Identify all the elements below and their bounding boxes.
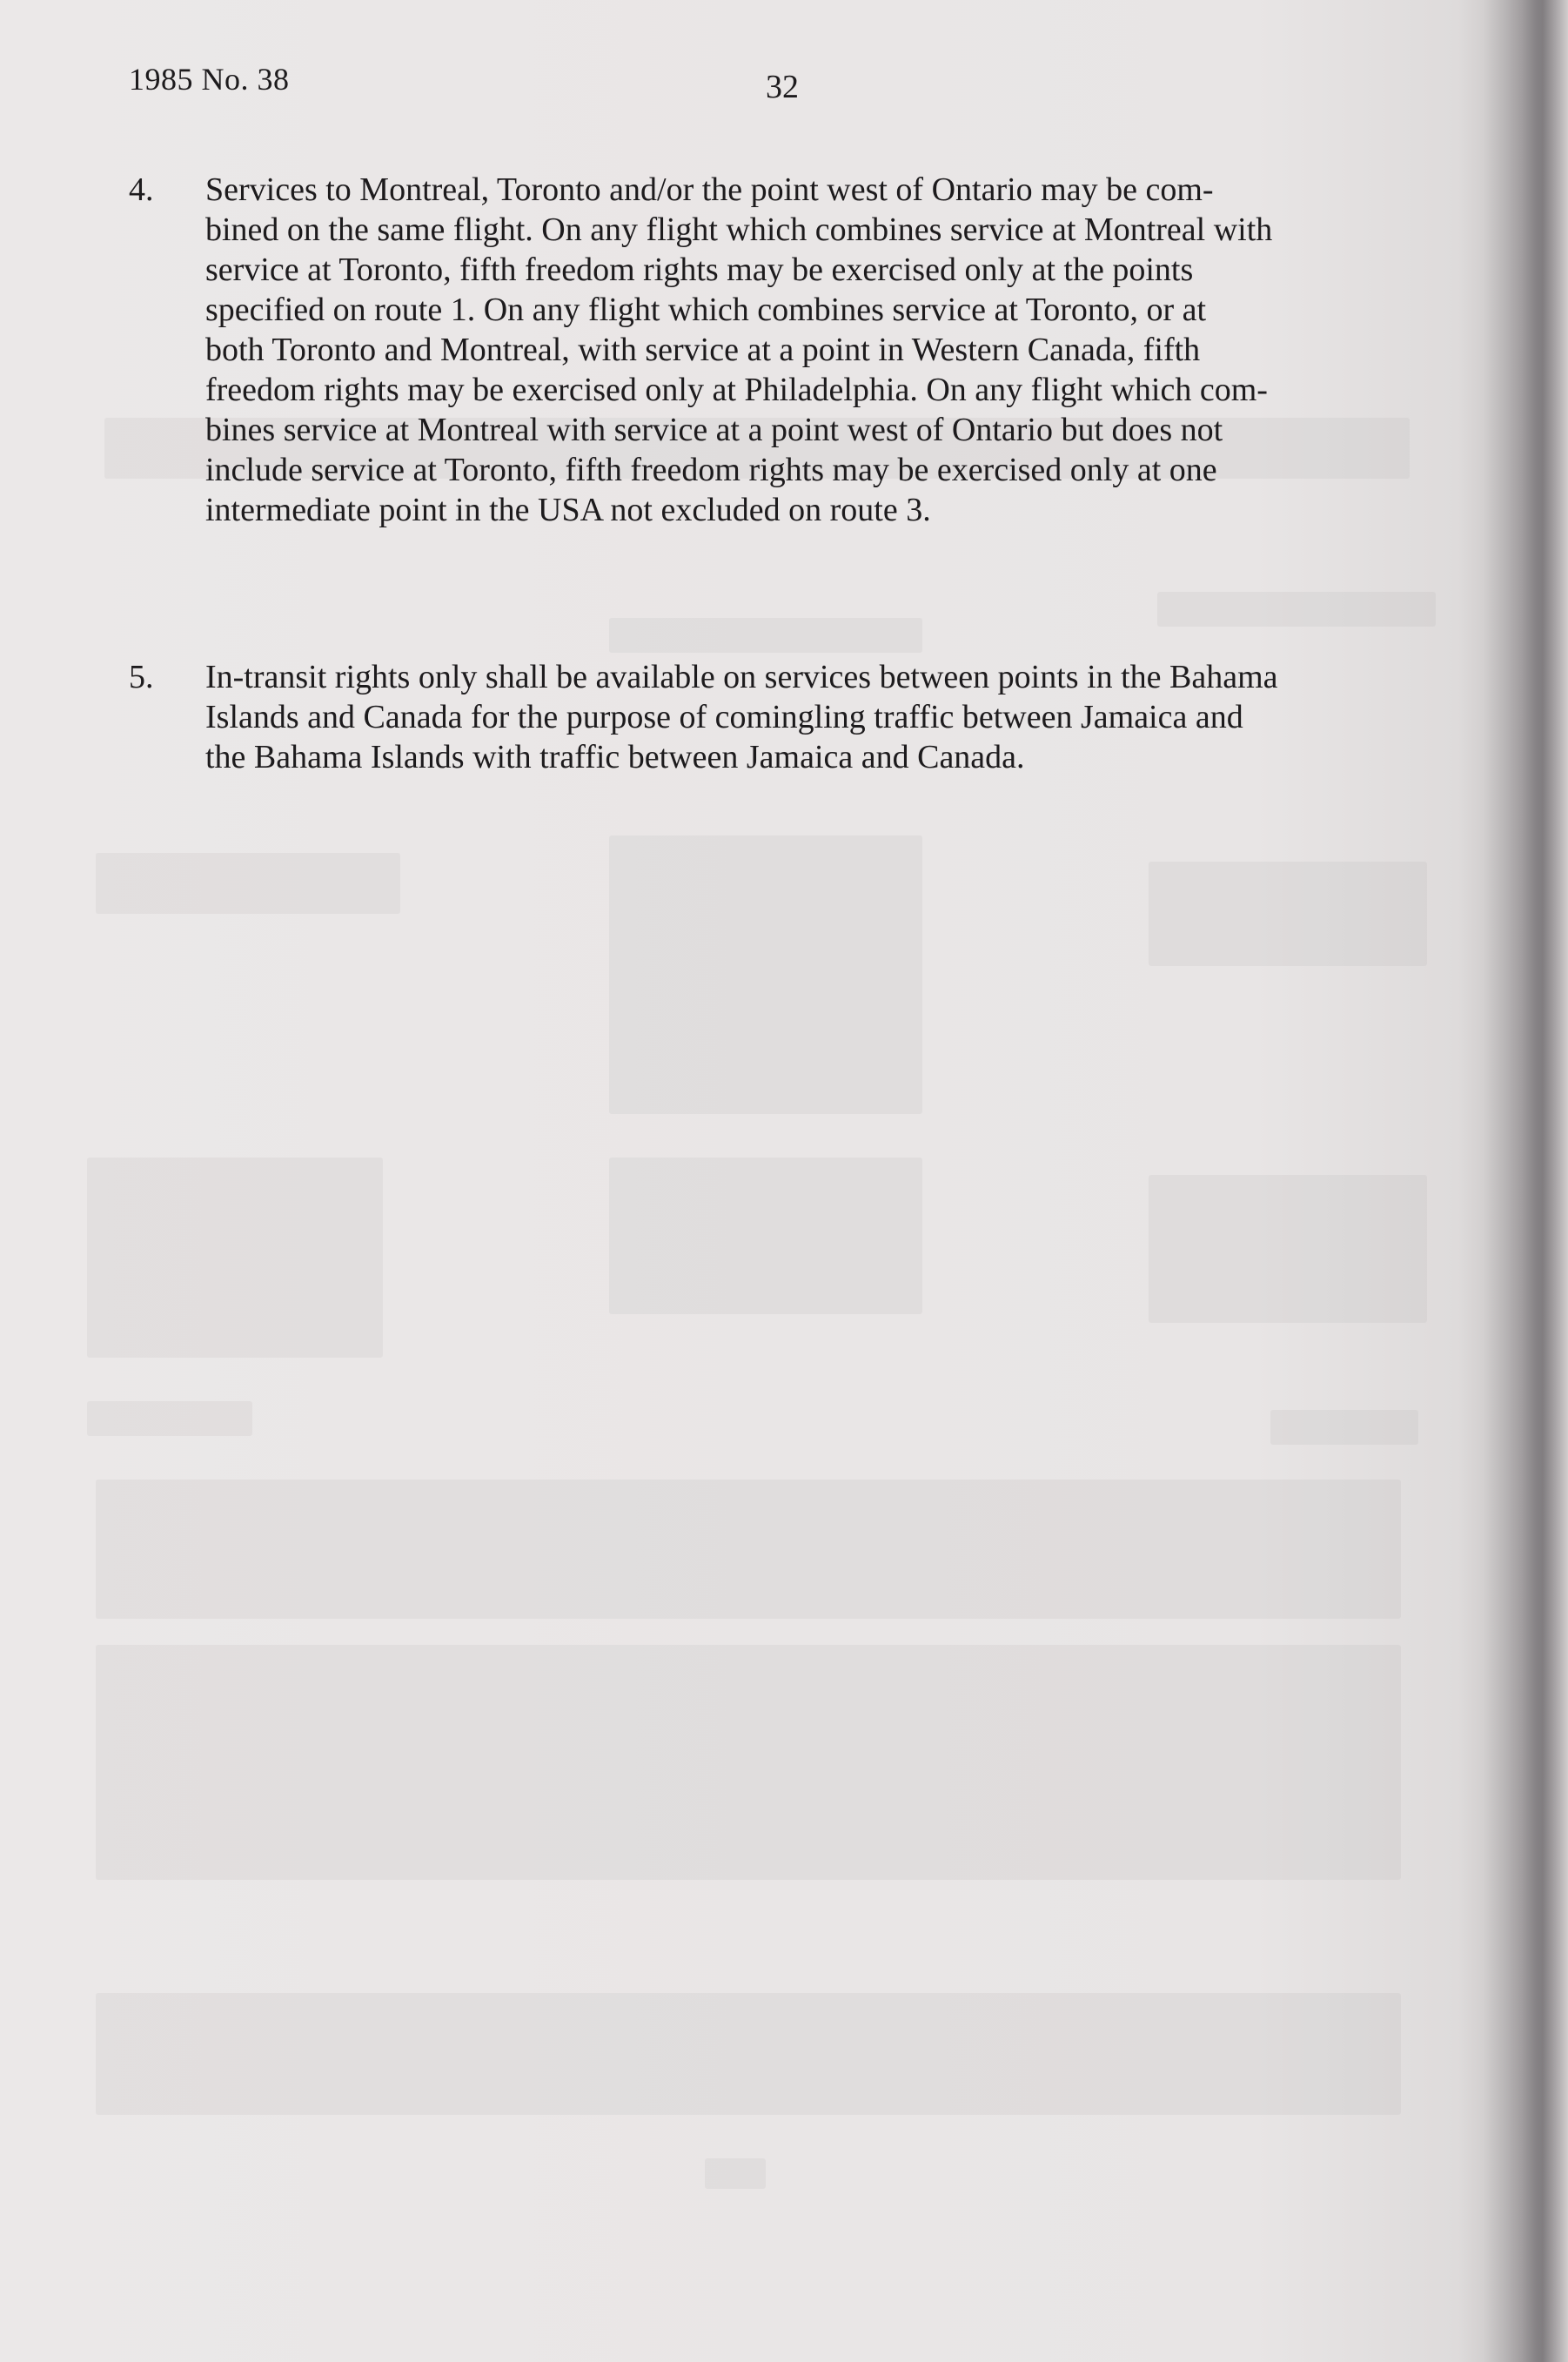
paragraph-line: both Toronto and Montreal, with service at a point in Western Canada, fifth	[205, 332, 1201, 368]
document-number: 1985 No. 38	[129, 62, 290, 97]
paragraph-line: bined on the same flight. On any flight which combines service at Montreal with	[205, 211, 1273, 248]
paragraph-line: freedom rights may be exercised only at Philadelphia. On any flight which com-	[205, 372, 1268, 408]
paragraph-number: 4.	[129, 171, 154, 208]
paragraph-line: the Bahama Islands with traffic between Jamaica and Canada.	[205, 739, 1025, 775]
paragraph-line: Islands and Canada for the purpose of comingling traffic between Jamaica and	[205, 699, 1243, 735]
paragraph-number: 5.	[129, 659, 154, 695]
paragraph-line: specified on route 1. On any flight which combines service at Toronto, or at	[205, 292, 1207, 328]
paragraph-line: bines service at Montreal with service at a point west of Ontario but does not	[205, 412, 1223, 448]
paragraph-line: Services to Montreal, Toronto and/or the point west of Ontario may be com-	[205, 171, 1214, 208]
page-number: 32	[766, 69, 799, 105]
page-binding-edge	[1484, 0, 1568, 2362]
paragraph-line: In-transit rights only shall be available on services between points in the Bahama	[205, 659, 1278, 695]
paragraph-line: intermediate point in the USA not excluded on route 3.	[205, 492, 931, 528]
paragraph-line: include service at Toronto, fifth freedom rights may be exercised only at one	[205, 452, 1217, 488]
paragraph-line: service at Toronto, fifth freedom rights may be exercised only at the points	[205, 252, 1194, 288]
